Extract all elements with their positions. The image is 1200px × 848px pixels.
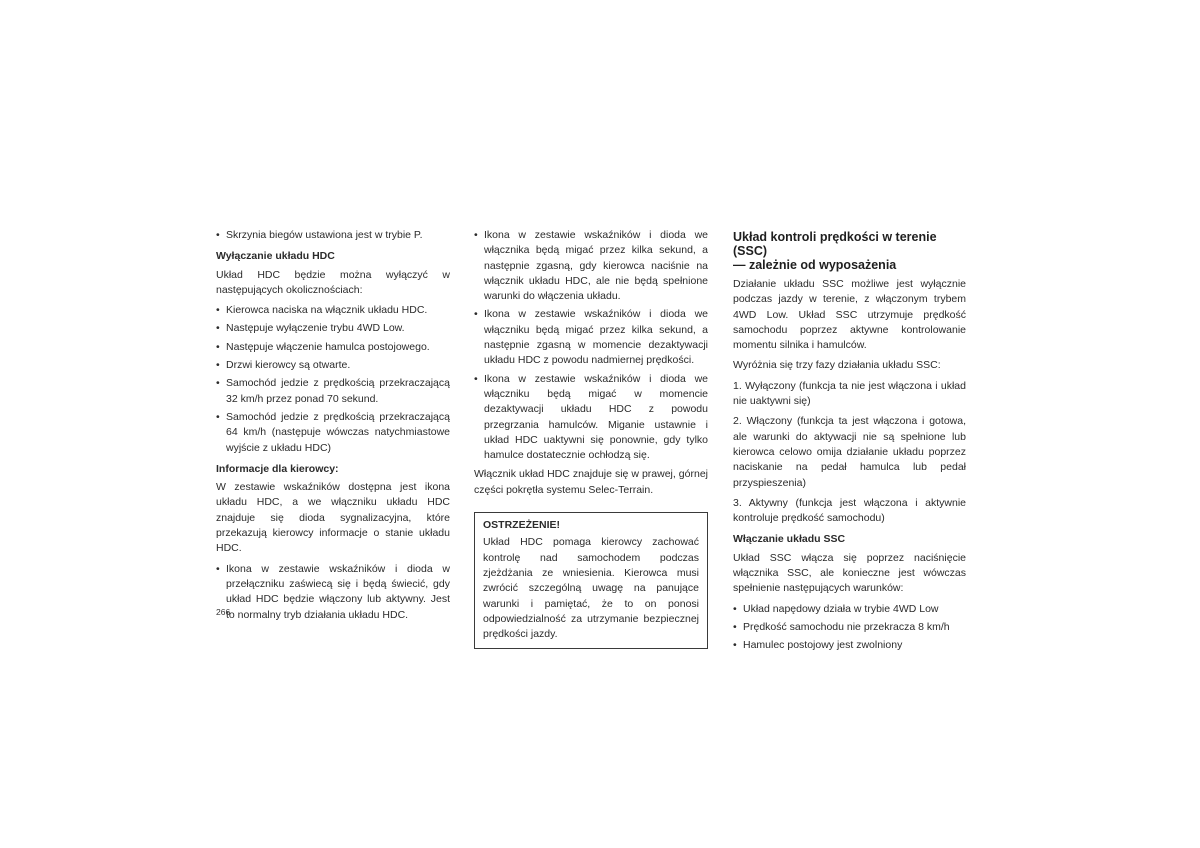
info-intro: W zestawie wskaźników dostępna jest ikona układu HDC, a we włączniku układu HDC znajduje się dioda sygnalizacyjna, które przekazują kierowcy informacje o stanie układu HDC. (216, 481, 450, 555)
list-item: • Kierowca naciska na włącznik układu HDC. (216, 303, 450, 318)
warning-title: OSTRZEŻENIE! (483, 519, 561, 532)
disable-conditions-list (216, 303, 450, 456)
list-item: • Ikona w zestawie wskaźników i dioda we włącznika będą migać przez kilka sekund, a następnie zgasną, gdy kierowca naciśnie na włącznik układu HDC, ale nie będą spełnione warunki do włączenia układu. (474, 228, 708, 304)
phase-1: 1. Wyłączony (funkcja ta nie jest włączona i układ nie uaktywni się) (733, 379, 966, 408)
list-item: • Ikona w zestawie wskaźników i dioda we włączniku będą migać w momencie dezaktywacji układu HDC z powodu przegrzania hamulców. Miganie ustawnie i układ HDC uaktywni się ponownie, gdy tylko hamulce dostatecznie ochłodzą się. (474, 372, 708, 464)
warning-text: Układ HDC pomaga kierowcy zachować kontrolę nad samochodem podczas zjeżdżania ze wniesienia. Kierowca musi zwrócić szczególną uwagę na panujące warunki i pamiętać, że to on ponosi odpowiedzialność za utrzymanie bezpiecznej prędkości jazdy. (483, 536, 699, 641)
indicator-list (474, 228, 708, 463)
phase-3: 3. Aktywny (funkcja jest włączona i aktywnie kontroluje prędkość samochodu) (733, 496, 966, 525)
column-middle (474, 228, 708, 649)
page-number: 266 (216, 607, 231, 617)
list-item: • Skrzynia biegów ustawiona jest w trybie P. (216, 228, 450, 243)
phases-intro: Wyróżnia się trzy fazy działania układu SSC: (733, 359, 941, 372)
info-list (216, 562, 450, 623)
list-item: • Ikona w zestawie wskaźników i dioda we włączniku będą migać przez kilka sekund, a następnie zgasną w momencie dezaktywacji układu HDC z powodu nadmiernej prędkości. (474, 307, 708, 368)
list-item: • Ikona w zestawie wskaźników i dioda w przełączniku zaświecą się i będą świecić, gdy układ HDC będzie włączony lub aktywny. Jest to normalny tryb działania układu HDC. (216, 562, 450, 623)
phase-2: 2. Włączony (funkcja ta jest włączona i gotowa, ale warunki do aktywacji nie są spełnione lub kierowca celowo omija działanie układu poprzez naciskanie na pedał hamulca lub pedał przyspieszenia) (733, 415, 966, 489)
heading-disable-hdc: Wyłączanie układu HDC (216, 250, 335, 263)
enable-conditions-list (733, 602, 966, 654)
bullet-list-top (216, 228, 450, 243)
list-item: • Drzwi kierowcy są otwarte. (216, 358, 450, 373)
list-item: • Następuje wyłączenie trybu 4WD Low. (216, 321, 450, 336)
disable-intro: Układ HDC będzie można wyłączyć w następujących okolicznościach: (216, 268, 450, 296)
warning-box (474, 512, 708, 649)
enable-intro: Układ SSC włącza się poprzez naciśnięcie włącznika SSC, ale konieczne jest wówczas spełnienie następujących warunków: (733, 551, 966, 595)
list-item: • Prędkość samochodu nie przekracza 8 km/h (733, 620, 966, 635)
list-item: • Następuje włączenie hamulca postojowego. (216, 340, 450, 355)
list-item: • Układ napędowy działa w trybie 4WD Low (733, 602, 966, 617)
heading-driver-info: Informacje dla kierowcy: (216, 462, 339, 475)
list-item: • Samochód jedzie z prędkością przekraczającą 64 km/h (następuje wówczas natychmiastowe wyjście z układu HDC) (216, 410, 450, 456)
column-left (216, 228, 450, 627)
column-right (733, 228, 966, 658)
heading-enable-ssc: Włączanie układu SSC (733, 533, 846, 546)
list-item: • Hamulec postojowy jest zwolniony (733, 638, 966, 653)
section-heading-ssc (733, 230, 966, 272)
section-heading-line1: Układ kontroli prędkości w terenie (SSC) (733, 230, 937, 258)
switch-location-text: Włącznik układ HDC znajduje się w prawej, górnej części pokrętła systemu Selec-Terrain. (474, 468, 708, 496)
ssc-intro: Działanie układu SSC możliwe jest wyłącznie podczas jazdy w terenie, z włączonym trybem 4WD Low. Układ SSC utrzymuje prędkość samochodu poprzez aktywne kontrolowanie momentu silnika i hamulców. (733, 278, 966, 352)
list-item: • Samochód jedzie z prędkością przekraczającą 32 km/h przez ponad 70 sekund. (216, 376, 450, 407)
section-heading-line2: — zależnie od wyposażenia (733, 258, 897, 272)
